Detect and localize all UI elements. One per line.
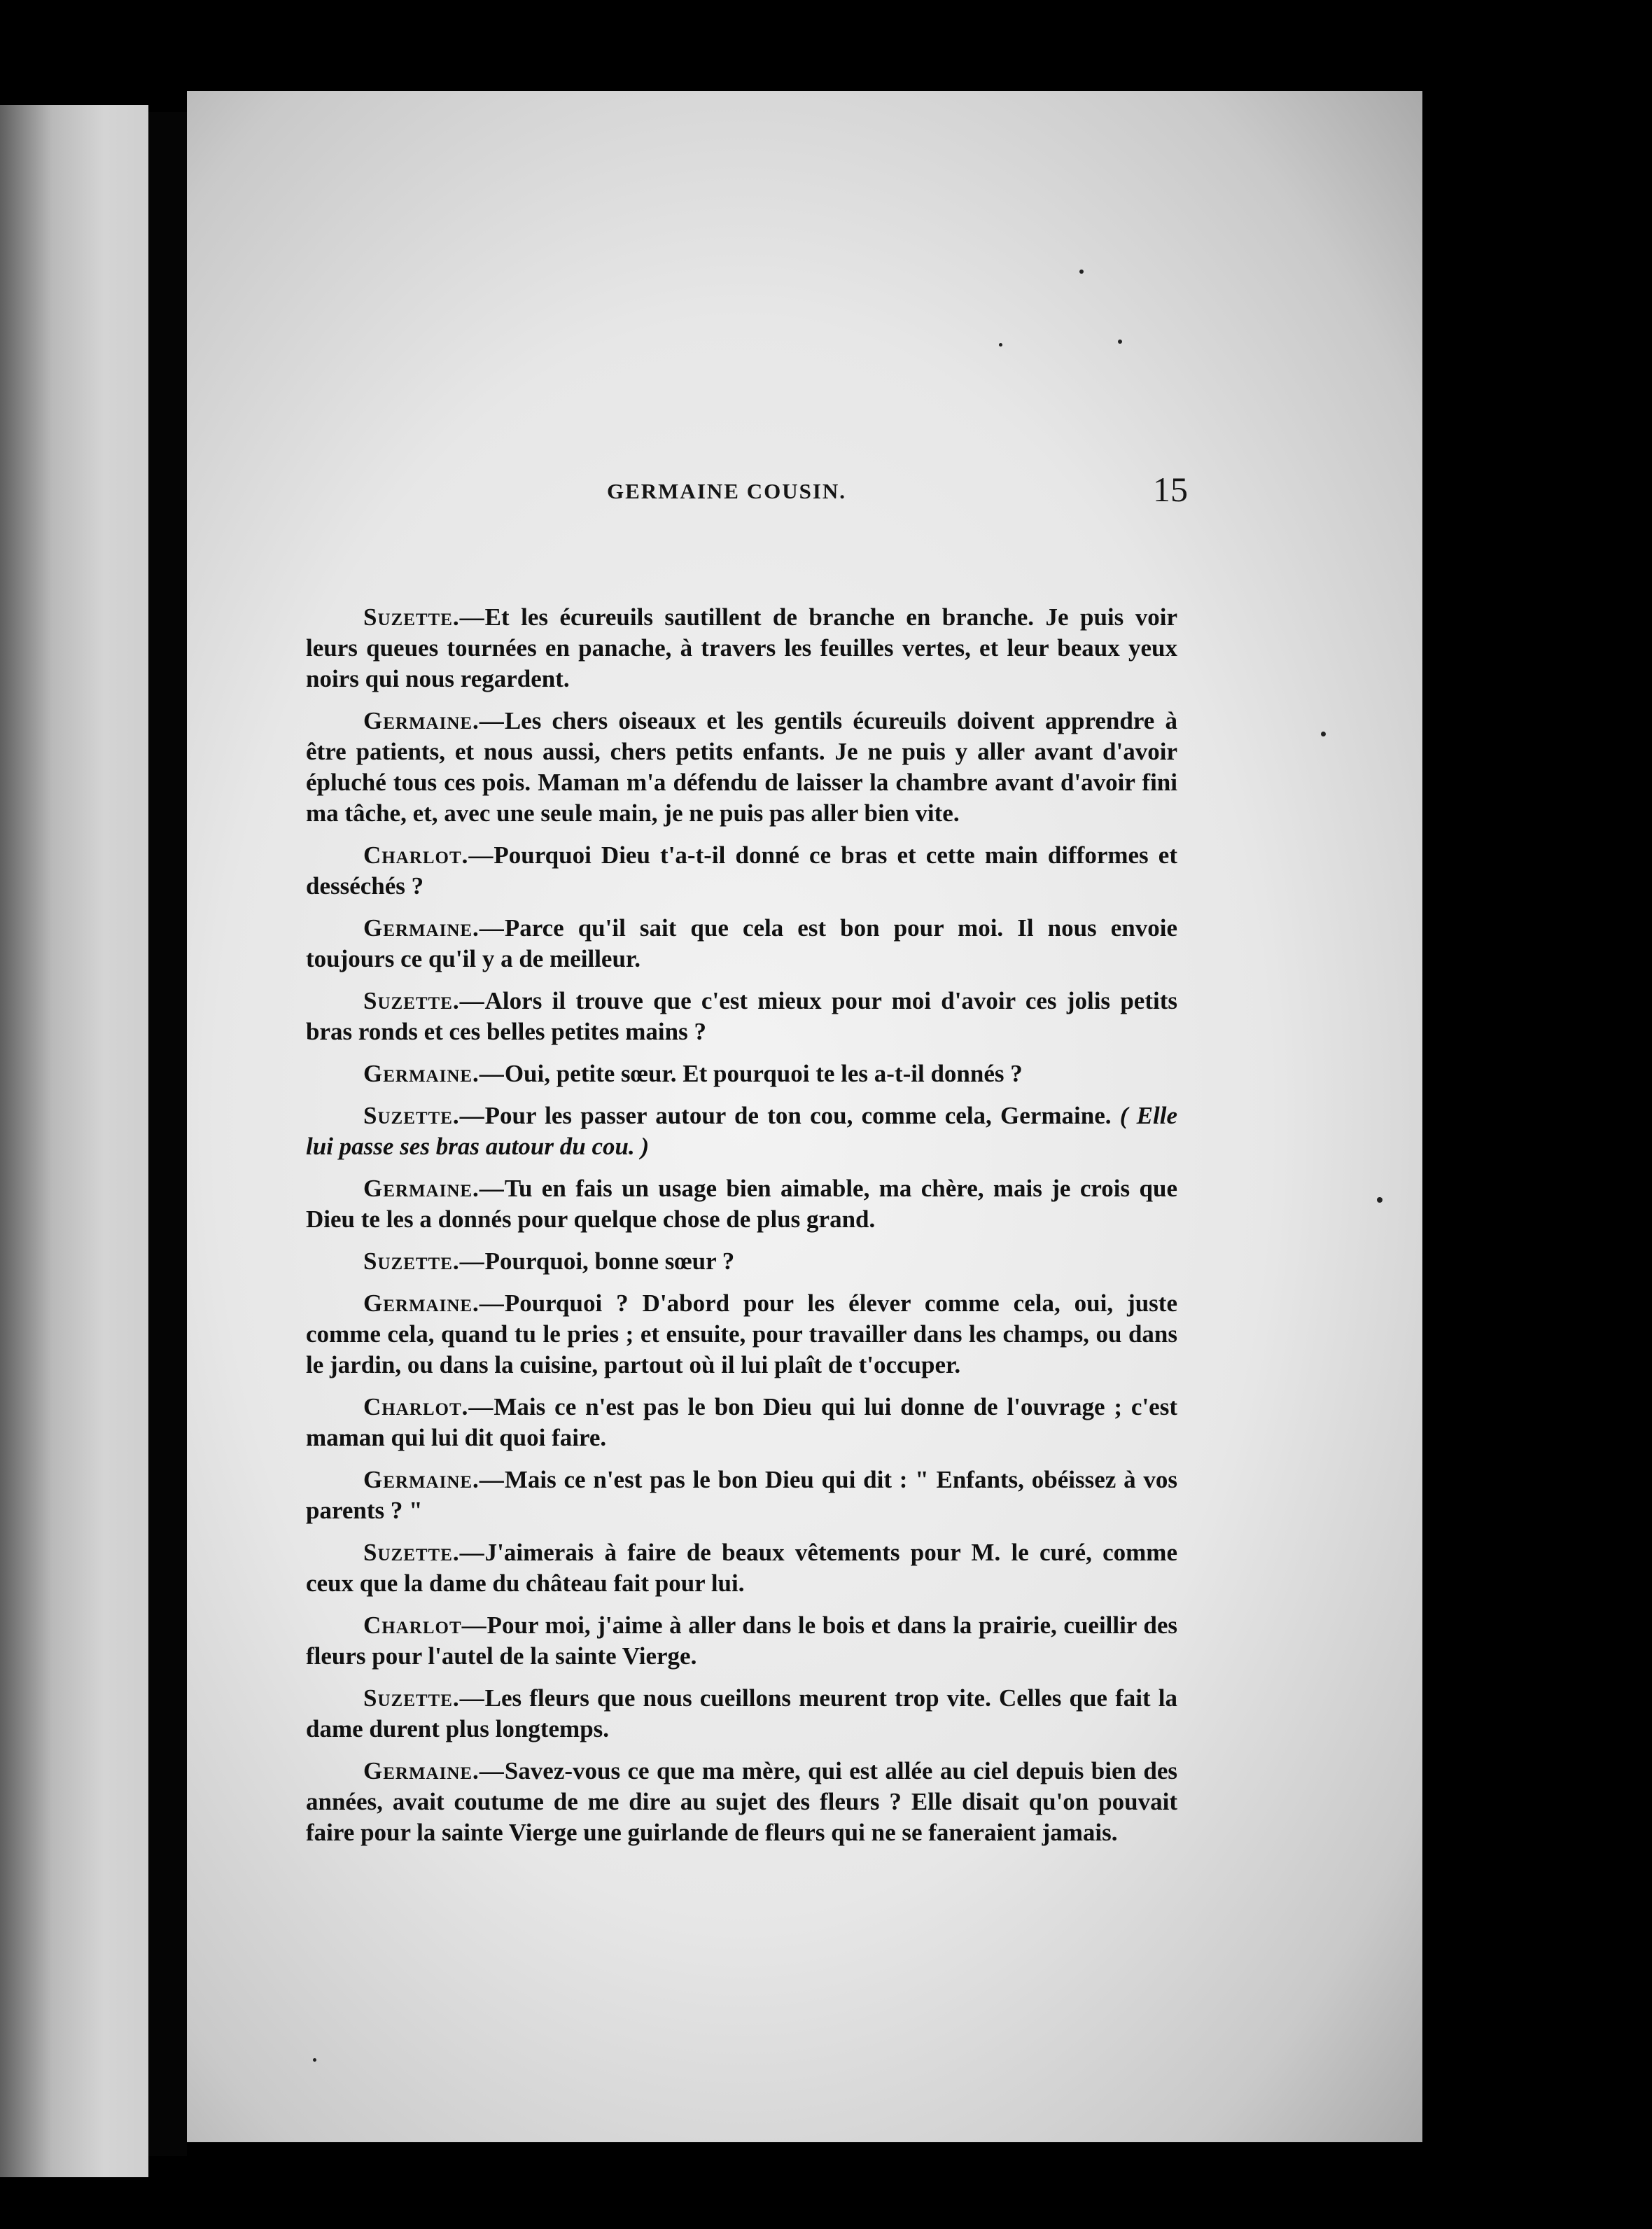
dust-speck — [1321, 732, 1326, 736]
dialogue-line: Oui, petite sœur. Et pourquoi te les a-t-il donnés ? — [504, 1060, 1023, 1087]
dust-speck — [1377, 1197, 1382, 1203]
dialogue-paragraph — [306, 1058, 1177, 1089]
dialogue-line: Pourquoi ? D'abord pour les élever comme cela, oui, juste comme cela, quand tu le pries ; et ensuite, pour travailler dans les champs, ou dans le jardin, ou dans la cuisine, partout où il lui plaît de t'occuper. — [306, 1290, 1177, 1378]
dialogue-paragraph — [306, 986, 1177, 1047]
dust-speck — [999, 343, 1002, 347]
speaker-name: Suzette.— — [363, 1102, 485, 1129]
dust-speck — [1118, 340, 1122, 344]
dialogue-line: J'aimerais à faire de beaux vêtements pour M. le curé, comme ceux que la dame du château fait pour lui. — [306, 1539, 1177, 1597]
speaker-name: Suzette.— — [363, 987, 485, 1014]
speaker-name: Suzette.— — [363, 603, 485, 631]
dialogue-paragraph — [306, 1392, 1177, 1453]
dialogue-paragraph — [306, 1246, 1177, 1277]
speaker-name: Germaine.— — [363, 914, 505, 942]
dialogue-paragraph — [306, 1465, 1177, 1526]
page-number: 15 — [1153, 470, 1188, 509]
speaker-name: Suzette.— — [363, 1684, 485, 1712]
speaker-name: Germaine.— — [363, 1290, 505, 1317]
speaker-name: Germaine.— — [363, 707, 505, 734]
speaker-name: Germaine.— — [363, 1175, 505, 1202]
dialogue-paragraph — [306, 1756, 1177, 1848]
adjacent-page-edge — [0, 105, 148, 2177]
speaker-name: Germaine.— — [363, 1757, 505, 1784]
dialogue-line: Pour moi, j'aime à aller dans le bois et dans la prairie, cueillir des fleurs pour l'autel de la sainte Vierge. — [306, 1612, 1177, 1670]
dialogue-paragraph — [306, 913, 1177, 974]
speaker-name: Charlot.— — [363, 1393, 494, 1420]
dialogue-paragraph — [306, 1288, 1177, 1381]
speaker-name: Suzette.— — [363, 1539, 485, 1566]
dialogue-paragraph — [306, 1537, 1177, 1599]
dialogue-text — [306, 602, 1177, 1859]
dialogue-line: Pourquoi Dieu t'a-t-il donné ce bras et cette main difformes et desséchés ? — [306, 841, 1177, 900]
dialogue-line: Et les écureuils sautillent de branche en branche. Je puis voir leurs queues tournées en panache, à travers les feuilles vertes, et leur beaux yeux noirs qui nous regardent. — [306, 603, 1177, 692]
speaker-name: Germaine.— — [363, 1466, 505, 1493]
dialogue-paragraph — [306, 706, 1177, 829]
dialogue-line: Parce qu'il sait que cela est bon pour moi. Il nous envoie toujours ce qu'il y a de meilleur. — [306, 914, 1177, 972]
dialogue-line: Mais ce n'est pas le bon Dieu qui dit : " Enfants, obéissez à vos parents ? " — [306, 1466, 1177, 1524]
dialogue-line: Savez-vous ce que ma mère, qui est allée au ciel depuis bien des années, avait coutume de me dire au sujet des fleurs ? Elle disait qu'on pouvait faire pour la sainte Vierge une guirlande de fleurs qui ne se faneraient jamais. — [306, 1757, 1177, 1846]
dialogue-paragraph — [306, 1683, 1177, 1745]
dialogue-paragraph — [306, 602, 1177, 694]
binding-gutter — [148, 112, 187, 2156]
page-header — [187, 469, 1422, 518]
speaker-name: Charlot— — [363, 1612, 487, 1639]
dialogue-line: Alors il trouve que c'est mieux pour moi d'avoir ces jolis petits bras ronds et ces belles petites mains ? — [306, 987, 1177, 1045]
speaker-name: Germaine.— — [363, 1060, 505, 1087]
dust-speck — [313, 2058, 316, 2062]
dialogue-line: Tu en fais un usage bien aimable, ma chère, mais je crois que Dieu te les a donnés pour quelque chose de plus grand. — [306, 1175, 1177, 1233]
dialogue-paragraph — [306, 1173, 1177, 1235]
book-page — [187, 91, 1422, 2142]
dialogue-paragraph — [306, 1100, 1177, 1162]
dialogue-paragraph — [306, 840, 1177, 902]
dialogue-line: Mais ce n'est pas le bon Dieu qui lui donne de l'ouvrage ; c'est maman qui lui dit quoi faire. — [306, 1393, 1177, 1451]
speaker-name: Charlot.— — [363, 841, 494, 869]
speaker-name: Suzette.— — [363, 1248, 485, 1275]
running-title: GERMAINE COUSIN. — [607, 479, 847, 503]
dialogue-paragraph — [306, 1610, 1177, 1672]
dialogue-line: Pourquoi, bonne sœur ? — [484, 1248, 735, 1275]
dialogue-line: Les chers oiseaux et les gentils écureuils doivent apprendre à être patients, et nous aussi, chers petits enfants. Je ne puis y aller avant d'avoir épluché tous ces pois. Maman m'a défendu de laisser la chambre avant d'avoir fini ma tâche, et, avec une seule main, je ne puis pas aller bien vite. — [306, 707, 1177, 827]
dialogue-line: Les fleurs que nous cueillons meurent trop vite. Celles que fait la dame durent plus longtemps. — [306, 1684, 1177, 1742]
dialogue-line: Pour les passer autour de ton cou, comme cela, Germaine. — [484, 1102, 1112, 1129]
stage-direction: ( Elle lui passe ses bras autour du cou. ) — [306, 1102, 1177, 1160]
dust-speck — [1079, 270, 1084, 274]
